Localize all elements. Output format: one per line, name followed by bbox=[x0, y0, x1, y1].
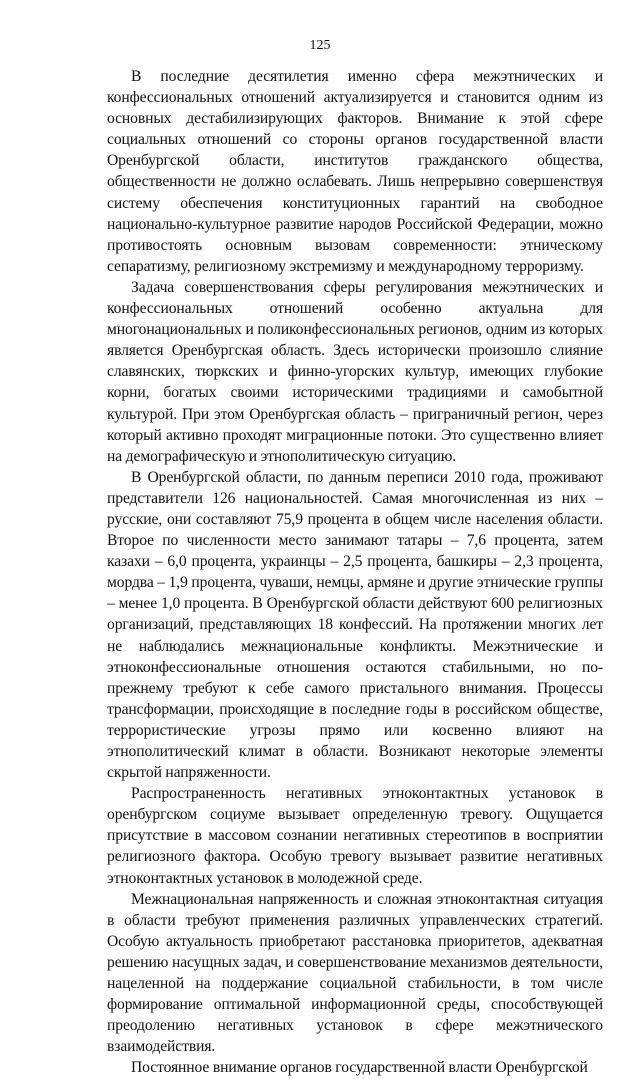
paragraph-5: Межнациональная напряженность и сложная этноконтактная ситуация в области требуют применения различных управленческих стратегий. Особую актуальность приобретают расстановка приоритетов, адекватная решению насущных задач, и совершенствование механизмов деятельности, нацеленной на поддержание социальной стабильности, в том числе формирование оптимальной информационной среды, способствующей преодолению негативных установок в сфере межэтнического взаимодействия. bbox=[107, 890, 603, 1056]
page-number: 125 bbox=[309, 38, 331, 53]
paragraph-3: В Оренбургской области, по данным переписи 2010 года, проживают представители 126 национальностей. Самая многочисленная из них – русские, они составляют 75,9 процента в общем числе населения области. Второе по численности место занимают татары – 7,6 процента, затем казахи – 6,0 процента, украинцы – 2,5 процента, башкиры – 2,3 процента, мордва – 1,9 процента, чуваши, немцы, армяне и другие этнические группы – менее 1,0 процента. В Оренбургской области действуют 600 религиозных организаций, представляющих 18 конфессий. На протяжении многих лет не наблюдались межнациональные конфликты. Межэтнические и этноконфессиональные отношения остаются стабильными, но по-прежнему требуют к себе самого пристального внимания. Процессы трансформации, происходящие в последние годы в российском обществе, террористические угрозы прямо или косвенно влияют на этнополитический климат в области. Возникают некоторые элементы скрытой напряженности. bbox=[107, 468, 603, 782]
paragraph-2: Задача совершенствования сферы регулирования межэтнических и конфессиональных отношений особенно актуальна для многонациональных и поликонфессиональных регионов, одним из которых является Оренбургская область. Здесь исторически произошло слияние славянских, тюркских и финно-угорских культур, имеющих глубокие корни, богатых своими историческими традициями и самобытной культурой. При этом Оренбургская область – приграничный регион, через который активно проходят миграционные потоки. Это существенно влияет на демографическую и этнополитическую ситуацию. bbox=[107, 278, 603, 465]
paragraph-6: Постоянное внимание органов государственной власти Оренбургской bbox=[131, 1059, 588, 1077]
paragraph-1: В последние десятилетия именно сфера межэтнических и конфессиональных отношений актуализируется и становится одним из основных дестабилизирующих факторов. Внимание к этой сфере социальных отношений со стороны органов государственной власти Оренбургской области, институтов гражданского общества, общественности не должно ослабевать. Лишь непрерывно совершенствуя систему обеспечения конституционных гарантий на свободное национально-культурное развитие народов Российской Федерации, можно противостоять основным вызовам современности: этническому сепаратизму, религиозному экстремизму и международному терроризму. bbox=[107, 68, 603, 275]
paragraph-4: Распространенность негативных этноконтактных установок в оренбургском социуме вызывает определенную тревогу. Ощущается присутствие в массовом сознании негативных стереотипов в восприятии религиозного фактора. Особую тревогу вызывает развитие негативных этноконтактных установок в молодежной среде. bbox=[107, 785, 603, 887]
body-text bbox=[107, 66, 603, 1079]
